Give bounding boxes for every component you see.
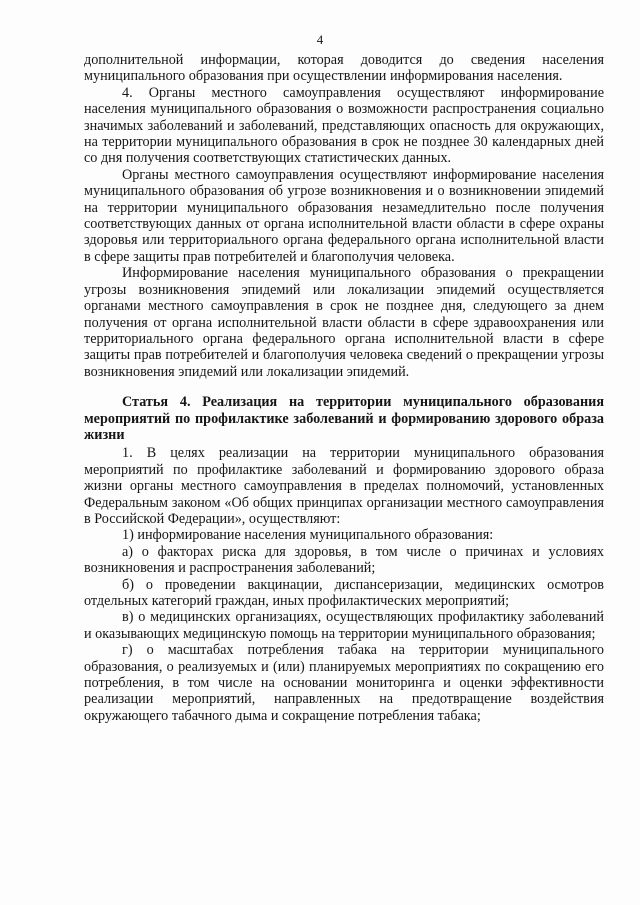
paragraph-continued: дополнительной информации, которая доводится до сведения населения муниципального образования при осуществлении информирования населения. <box>84 52 604 85</box>
article-heading: Статья 4. Реализация на территории муниципального образования мероприятий по профилактике заболеваний и формированию здорового образа жизни <box>84 394 604 443</box>
paragraph-article-item-1: 1. В целях реализации на территории муниципального образования мероприятий по профилактике заболеваний и формированию здорового образа жизни органы местного самоуправления в пределах полномочий, установленных Федеральным законом «Об общих принципах организации местного самоуправления в Российской Федерации», осуществляют: <box>84 445 604 527</box>
paragraph-subitem-v: в) о медицинских организациях, осуществляющих профилактику заболеваний и оказывающих медицинскую помощь на территории муниципального образования; <box>84 609 604 642</box>
page-number: 4 <box>316 32 324 47</box>
paragraph-subitem-g: г) о масштабах потребления табака на территории муниципального образования, о реализуемых и (или) планируемых мероприятиях по сокращению его потребления, в том числе на основании мониторинга и оценки эффективности реализации мероприятий, направленных на предотвращение воздействия окружающего табачного дыма и сокращение потребления табака; <box>84 642 604 724</box>
document-body <box>84 52 604 724</box>
paragraph-epidemic-threat: Органы местного самоуправления осуществляют информирование населения муниципального образования об угрозе возникновения и о возникновении эпидемий на территории муниципального образования незамедлительно после получения соответствующих данных от органа исполнительной власти области в сфере охраны здоровья или территориального органа федерального органа исполнительной власти в сфере защиты прав потребителей и благополучия человека. <box>84 166 604 265</box>
paragraph-subitem-a: а) о факторах риска для здоровья, в том числе о причинах и условиях возникновения и распространения заболеваний; <box>84 543 604 577</box>
paragraph-subitem-b: б) о проведении вакцинации, диспансеризации, медицинских осмотров отдельных категорий граждан, иных профилактических мероприятий; <box>84 576 604 609</box>
paragraph-item-4: 4. Органы местного самоуправления осуществляют информирование населения муниципального образования о возможности распространения социально значимых заболеваний и заболеваний, представляющих опасность для окружающих, на территории муниципального образования в срок не позднее 30 календарных дней со дня получения соответствующих статистических данных. <box>84 84 604 167</box>
paragraph-subitem-1: 1) информирование населения муниципального образования: <box>122 527 494 544</box>
paragraph-epidemic-end: Информирование населения муниципального образования о прекращении угрозы возникновения эпидемий или локализации эпидемий осуществляется органами местного самоуправления в срок не позднее дня, следующего за днем получения от органа исполнительной власти области в сфере здравоохранения или территориального органа федерального органа исполнительной власти в сфере защиты прав потребителей и благополучия человека сведений о прекращении угрозы возникновения эпидемий или локализации эпидемий. <box>84 265 604 380</box>
